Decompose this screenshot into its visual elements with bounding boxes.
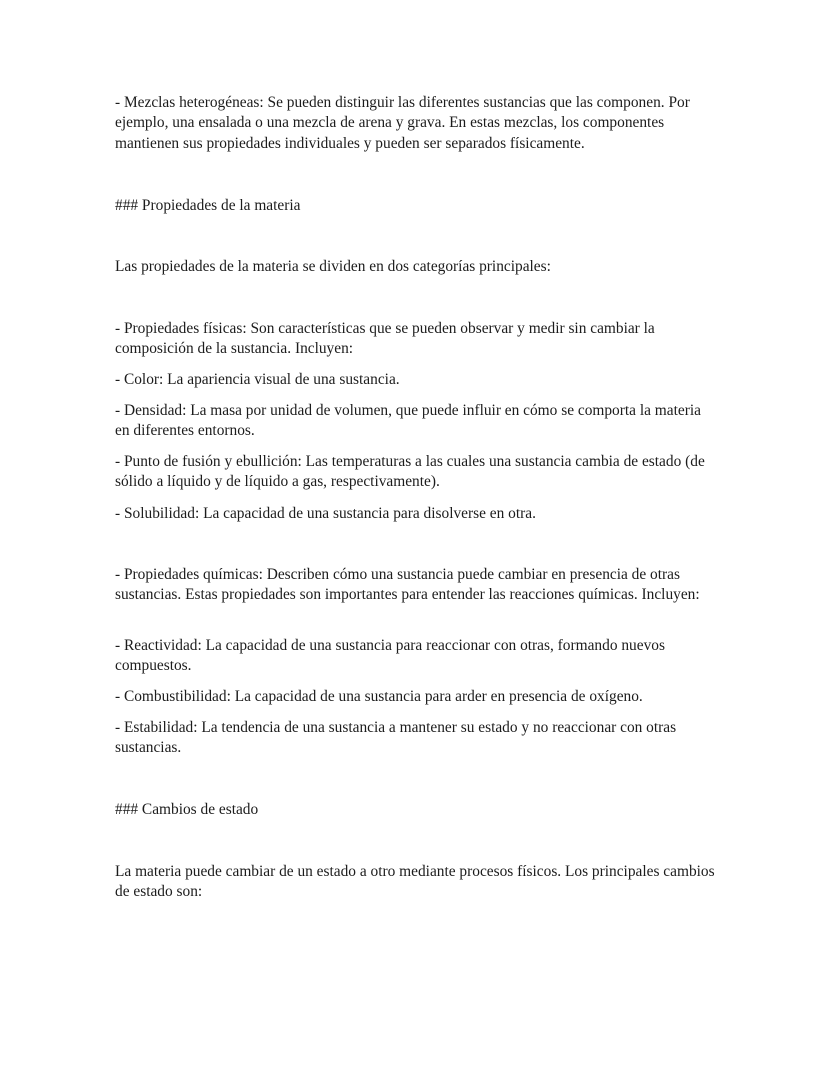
list-item-combustibility: - Combustibilidad: La capacidad de una sustancia para arder en presencia de oxígeno.	[115, 688, 643, 705]
list-item-density: - Densidad: La masa por unidad de volumen, que puede influir en cómo se comporta la materia en diferentes entornos.	[115, 402, 701, 440]
list-item-physical-properties: - Propiedades físicas: Son características que se pueden observar y medir sin cambiar la composición de la sustancia. Incluyen:	[115, 320, 655, 358]
list-item-reactivity: - Reactividad: La capacidad de una sustancia para reaccionar con otras, formando nuevos compuestos.	[115, 637, 665, 675]
section-heading-state-changes: ### Cambios de estado	[115, 801, 259, 818]
paragraph-state-changes-intro: La materia puede cambiar de un estado a otro mediante procesos físicos. Los principales cambios de estado son:	[115, 863, 715, 901]
list-item-chemical-properties: - Propiedades químicas: Describen cómo una sustancia puede cambiar en presencia de otras sustancias. Estas propiedades son importantes para entender las reacciones químicas. Incluyen:	[115, 566, 700, 604]
paragraph-properties-intro: Las propiedades de la materia se dividen en dos categorías principales:	[115, 258, 551, 275]
list-item-melting-boiling-point: - Punto de fusión y ebullición: Las temperaturas a las cuales una sustancia cambia de estado (de sólido a líquido y de líquido a gas, respectivamente).	[115, 453, 705, 491]
section-heading-properties: ### Propiedades de la materia	[115, 197, 301, 214]
list-item-solubility: - Solubilidad: La capacidad de una sustancia para disolverse en otra.	[115, 505, 536, 522]
list-item-color: - Color: La apariencia visual de una sustancia.	[115, 371, 400, 388]
paragraph-heterogeneous-mixtures: - Mezclas heterogéneas: Se pueden distinguir las diferentes sustancias que las componen. Por ejemplo, una ensalada o una mezcla de arena y grava. En estas mezclas, los componentes mantienen sus propiedades individuales y pueden ser separados físicamente.	[115, 94, 690, 152]
list-item-stability: - Estabilidad: La tendencia de una sustancia a mantener su estado y no reaccionar con otras sustancias.	[115, 719, 677, 757]
